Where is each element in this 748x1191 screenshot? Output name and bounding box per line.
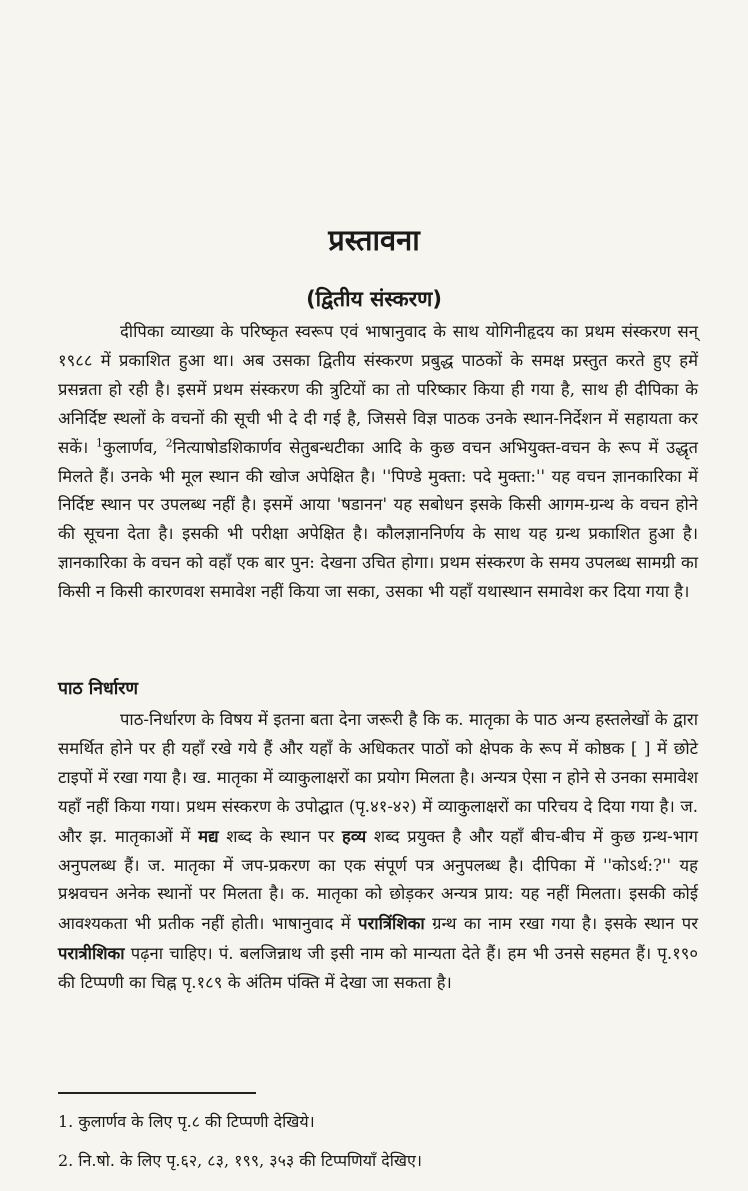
- section-text-2: शब्द के स्थान पर: [218, 826, 343, 846]
- footnote-divider: [58, 1092, 256, 1094]
- section-text-4: ग्रन्थ का नाम रखा गया है। इसके स्थान पर: [424, 914, 698, 934]
- intro-text-1: दीपिका व्याख्या के परिष्कृत स्वरूप एवं भाषानुवाद के साथ योगिनीहृदय का प्रथम संस्करण सन् १९८८ में प्रकाशित हुआ था। अब उसका द्वितीय संस्करण प्रबुद्ध पाठकों के समक्ष प्रस्तुत करते हुए हमें प्रसन्नता हो रही है। इसमें प्रथम संस्करण की त्रुटियों का तो परिष्कार किया ही गया है, साथ ही दीपिका के अनिर्दिष्ट स्थलों के वचनों की सूची भी दे दी गई है, जिससे विज्ञ पाठक उनके स्थान-निर्देशन में सहायता कर सकें।: [58, 322, 698, 457]
- section-text-5: पढ़ना चाहिए। पं. बलजिन्नाथ जी इसी नाम को मान्यता देते हैं। हम भी उनसे सहमत हैं। पृ.१९० की टिप्पणी का चिह्न पृ.१८९ के अंतिम पंक्ति में देखा जा सकता है।: [58, 944, 698, 993]
- section-text-3: शब्द प्रयुक्त है और यहाँ बीच-बीच में कुछ ग्रन्थ-भाग अनुपलब्ध हैं। ज. मातृका में जप-प्रकरण का एक संपूर्ण पत्र अनुपलब्ध है। दीपिका में ''कोऽर्थ:?'' यह प्रश्नवचन अनेक स्थानों पर मिलता है। क. मातृका को छोड़कर अन्यत्र प्राय: यह नहीं मिलता। इसकी कोई आवश्यकता भी प्रतीक नहीं होती। भाषानुवाद में: [58, 826, 698, 934]
- footnote-1: 1. कुलार्णव के लिए पृ.८ की टिप्पणी देखिये।: [58, 1112, 315, 1131]
- page-title: प्रस्तावना: [328, 223, 420, 257]
- section-heading: पाठ निर्धारण: [58, 679, 139, 699]
- page-subtitle: (द्वितीय संस्करण): [306, 287, 442, 311]
- bold-term-madya: मद्य: [198, 825, 219, 846]
- section-text-1: पाठ-निर्धारण के विषय में इतना बता देना जरूरी है कि क. मातृका के पाठ अन्य हस्तलेखों के द्वारा समर्थित होने पर ही यहाँ रखे गये हैं और यहाँ के अधिकतर पाठों को क्षेपक के रूप में कोष्ठक [ ] में छोटे टाइपों में रखा गया है। ख. मातृका में व्याकुलाक्षरों का प्रयोग मिलता है। अन्यत्र ऐसा न होने से उनका समावेश यहाँ नहीं किया गया। प्रथम संस्करण के उपोद्घात (पृ.४१-४२) में व्याकुलाक्षरों का परिचय दे दिया गया है। ज. और झ. मातृकाओं में: [58, 710, 698, 846]
- footnote-ref-1: 1: [96, 436, 104, 450]
- footnote-2: 2. नि.षो. के लिए पृ.६२, ८३, १९९, ३५३ की टिप्पणियाँ देखिए।: [58, 1151, 422, 1170]
- intro-text-2: कुलार्णव,: [103, 437, 166, 457]
- bold-term-paratrishika: परात्रीशिका: [58, 943, 125, 964]
- bold-term-havya: हव्य: [342, 825, 367, 846]
- section-paragraph: [58, 706, 698, 998]
- footnote-ref-2: 2: [165, 436, 173, 450]
- intro-paragraph: [58, 318, 698, 607]
- intro-text-3: नित्याषोडशिकार्णव सेतुबन्धटीका आदि के कुछ वचन अभियुक्त-वचन के रूप में उद्धृत मिलते हैं। उनके भी मूल स्थान की खोज अपेक्षित है। ''पिण्डे मुक्ता: पदे मुक्ता:'' यह वचन ज्ञानकारिका में निर्दिष्ट स्थान पर उपलब्ध नहीं है। इसमें आया 'षडानन' यह सबोधन इसके किसी आगम-ग्रन्थ के वचन होने की सूचना देता है। इसकी भी परीक्षा अपेक्षित है। कौलज्ञाननिर्णय के साथ यह ग्रन्थ प्रकाशित हुआ है। ज्ञानकारिका के वचन को वहाँ एक बार पुन: देखना उचित होगा। प्रथम संस्करण के समय उपलब्ध सामग्री का किसी न किसी कारणवश समावेश नहीं किया जा सका, उसका भी यहाँ यथास्थान समावेश कर दिया गया है।: [58, 437, 698, 602]
- bold-term-paratrimshika: परात्रिंशिका: [358, 913, 425, 934]
